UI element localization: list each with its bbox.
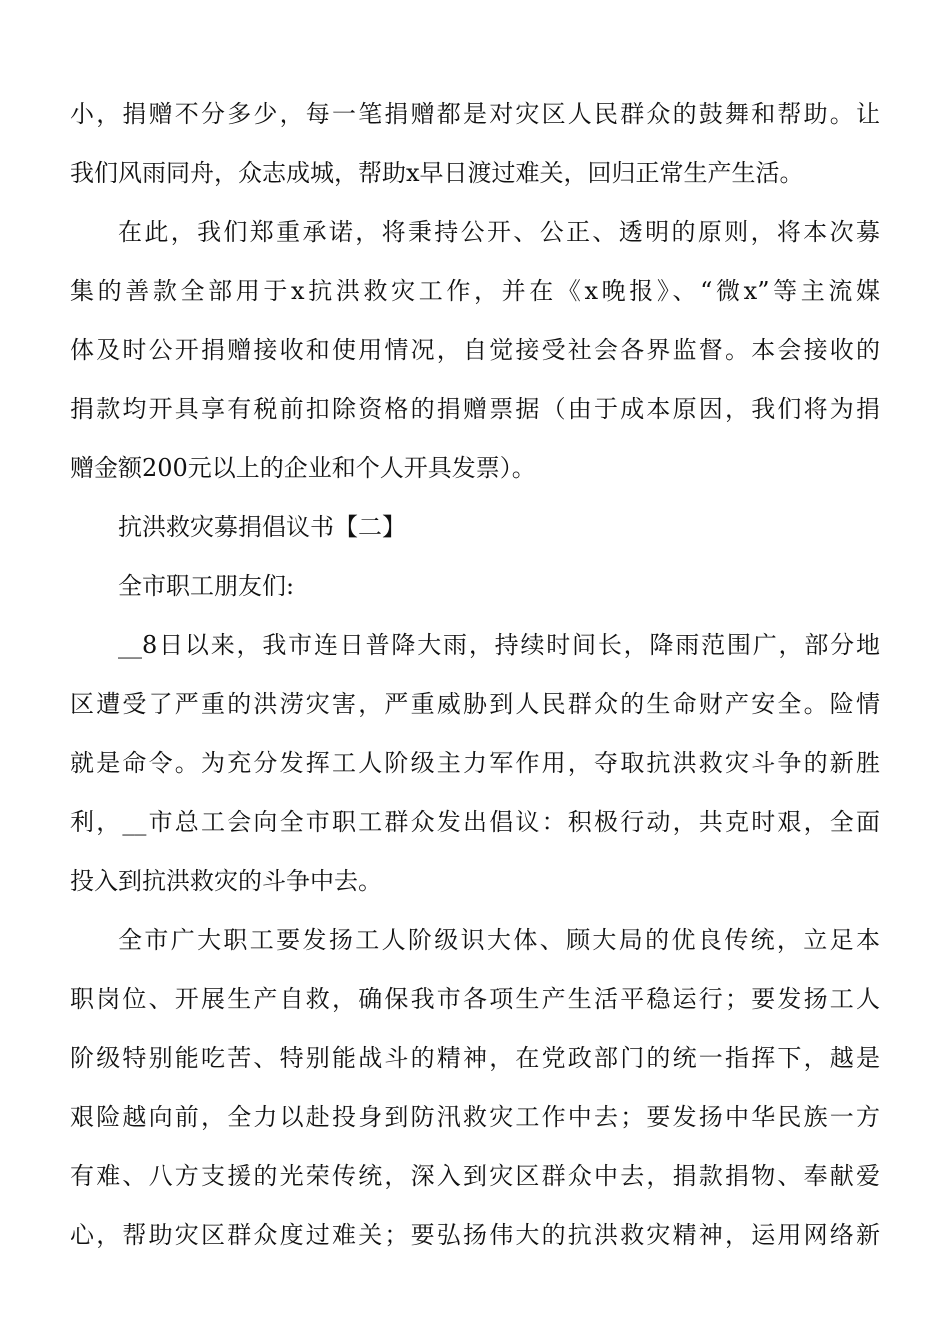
text-line: 利，__市总工会向全市职工群众发出倡议：积极行动，共克时艰，全面 xyxy=(70,808,880,836)
text-line: 赠金额200元以上的企业和个人开具发票）。 xyxy=(70,454,536,482)
text-line: 有难、八方支援的光荣传统，深入到灾区群众中去，捐款捐物、奉献爱 xyxy=(70,1162,880,1190)
text-line: 职岗位、开展生产自救，确保我市各项生产生活平稳运行；要发扬工人 xyxy=(70,985,880,1013)
section-heading: 抗洪救灾募捐倡议书【二】 xyxy=(118,513,406,541)
text-line: 就是命令。为充分发挥工人阶级主力军作用，夺取抗洪救灾斗争的新胜 xyxy=(70,749,880,777)
text-line: 投入到抗洪救灾的斗争中去。 xyxy=(70,867,382,895)
paragraph-first-line: __8日以来，我市连日普降大雨，持续时间长，降雨范围广，部分地 xyxy=(118,631,880,659)
text-line: 区遭受了严重的洪涝灾害，严重威胁到人民群众的生命财产安全。险情 xyxy=(70,690,880,718)
text-line: 阶级特别能吃苦、特别能战斗的精神，在党政部门的统一指挥下，越是 xyxy=(70,1044,880,1072)
text-line: 捐款均开具享有税前扣除资格的捐赠票据（由于成本原因，我们将为捐 xyxy=(70,395,880,423)
paragraph-first-line: 在此，我们郑重承诺，将秉持公开、公正、透明的原则，将本次募 xyxy=(118,218,880,246)
text-line: 集的善款全部用于x抗洪救灾工作，并在《x晚报》、“微x”等主流媒 xyxy=(70,277,880,305)
text-line: 我们风雨同舟，众志成城，帮助x早日渡过难关，回归正常生产生活。 xyxy=(70,159,804,187)
text-line: 小，捐赠不分多少，每一笔捐赠都是对灾区人民群众的鼓舞和帮助。让 xyxy=(70,100,880,128)
text-line: 体及时公开捐赠接收和使用情况，自觉接受社会各界监督。本会接收的 xyxy=(70,336,880,364)
text-line: 艰险越向前，全力以赴投身到防汛救灾工作中去；要发扬中华民族一方 xyxy=(70,1103,880,1131)
text-line: 心，帮助灾区群众度过难关；要弘扬伟大的抗洪救灾精神，运用网络新 xyxy=(70,1221,880,1249)
paragraph-first-line: 全市广大职工要发扬工人阶级识大体、顾大局的优良传统，立足本 xyxy=(118,926,880,954)
salutation: 全市职工朋友们: xyxy=(118,572,295,600)
